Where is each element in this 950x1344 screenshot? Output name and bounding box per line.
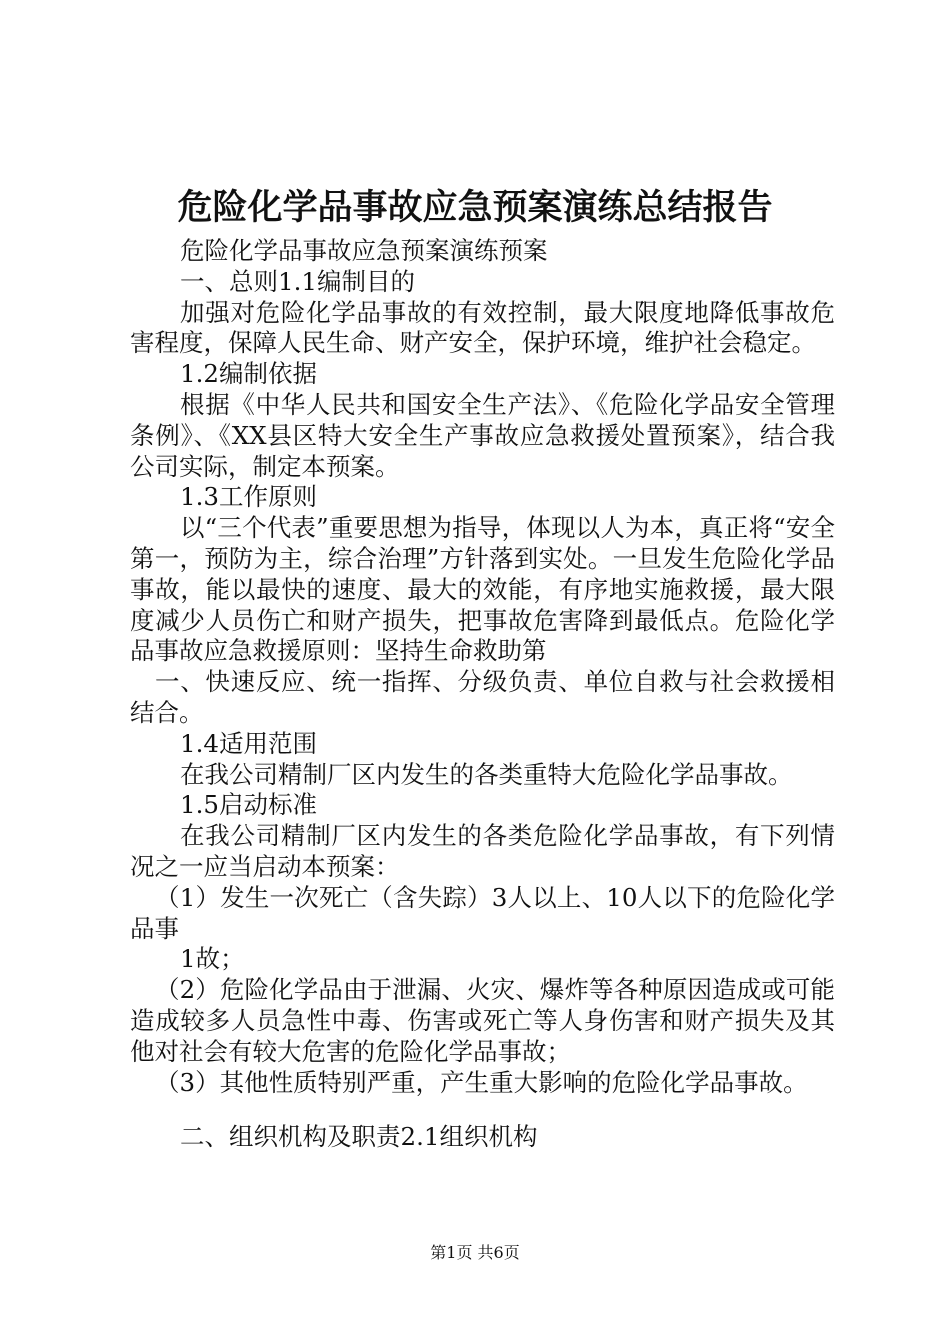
paragraph-basis: 根据《中华人民共和国安全生产法》、《危险化学品安全管理条例》、《XX县区特大安全生产事故应急救援处置预案》，结合我公司实际，制定本预案。 (130, 389, 835, 481)
paragraph-principles-cont: 一、快速反应、统一指挥、分级负责、单位自救与社会救援相结合。 (130, 667, 835, 727)
paragraph-criterion-1: （1）发生一次死亡（含失踪）3人以上、10人以下的危险化学品事 (130, 882, 835, 943)
paragraph-plan-heading: 危险化学品事故应急预案演练预案 (180, 236, 548, 265)
paragraph-section-2-1: 二、组织机构及职责2.1组织机构 (180, 1122, 538, 1152)
paragraph-gap (130, 1098, 835, 1122)
paragraph-scope: 在我公司精制厂区内发生的各类重特大危险化学品事故。 (180, 759, 793, 789)
paragraph-section-1-1: 一、总则1.1编制目的 (180, 266, 415, 296)
paragraph-principles: 以“三个代表”重要思想为指导，体现以人为本，真正将“安全第一，预防为主，综合治理”方针落到实处。一旦发生危险化学品事故，能以最快的速度、最大的效能，有序地实施救援，最大限度减少人员伤亡和财产损失，把事故危害降到最低点。危险化学品事故应急救援原则：坚持生命救助第 (130, 513, 835, 666)
paragraph-section-1-2: 1.2编制依据 (180, 359, 317, 389)
paragraph-criterion-1-cont: 1故； (180, 944, 245, 974)
paragraph-criterion-3: （3）其他性质特别严重，产生重大影响的危险化学品事故。 (155, 1067, 808, 1097)
paragraph-section-1-5: 1.5启动标准 (180, 790, 317, 820)
paragraph-start-criteria: 在我公司精制厂区内发生的各类危险化学品事故，有下列情况之一应当启动本预案： (130, 821, 835, 881)
paragraph-section-1-3: 1.3工作原则 (180, 482, 317, 512)
paragraph-criterion-2: （2）危险化学品由于泄漏、火灾、爆炸等各种原因造成或可能造成较多人员急性中毒、伤害或死亡等人身伤害和财产损失及其他对社会有较大危害的危险化学品事故； (130, 975, 835, 1066)
page-footer: 第1页 共6页 (430, 1243, 520, 1262)
paragraph-section-1-4: 1.4适用范围 (180, 728, 317, 758)
document-body (130, 236, 835, 1153)
paragraph-purpose: 加强对危险化学品事故的有效控制，最大限度地降低事故危害程度，保障人民生命、财产安全，保护环境，维护社会稳定。 (130, 297, 835, 358)
document-title: 危险化学品事故应急预案演练总结报告 (177, 187, 773, 228)
